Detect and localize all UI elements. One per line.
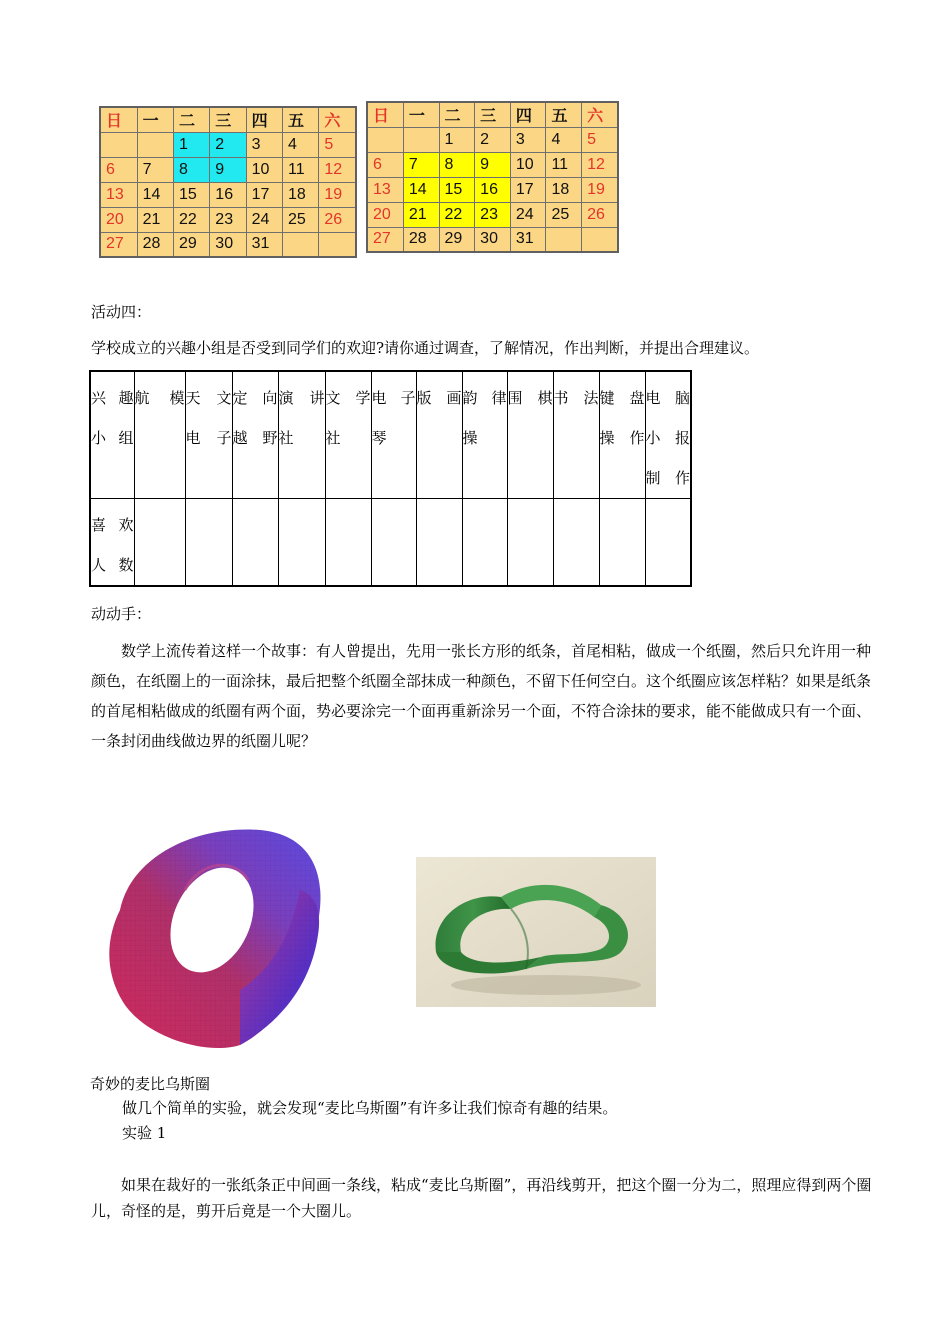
table-row-header (90, 499, 134, 587)
calendar-day-cell: 11 (546, 152, 582, 177)
calendar-week-row (367, 177, 618, 202)
weekday-label: 一 (137, 107, 173, 132)
calendar-day-cell (137, 132, 173, 157)
calendar-day-cell: 13 (100, 182, 137, 207)
activity4-prompt: 学校成立的兴趣小组是否受到同学们的欢迎?请你通过调查，了解情况，作出判断，并提出合理建议。 (91, 339, 760, 357)
calendar-week-row (100, 157, 356, 182)
interest-group-header (134, 371, 185, 499)
calendar-day-cell: 20 (100, 207, 137, 232)
calendar-day-cell: 29 (439, 227, 475, 252)
interest-group-header-line: 电子 (185, 429, 232, 447)
mobius-intro: 做几个简单的实验，就会发现“麦比乌斯圈”有许多让我们惊奇有趣的结果。 (122, 1099, 618, 1117)
interest-group-header-line: 制作 (645, 469, 690, 487)
weekday-label: 日 (100, 107, 137, 132)
calendar-day-cell: 28 (137, 232, 173, 257)
table-row-header-line: 人数 (91, 556, 134, 574)
activity4-heading: 活动四： (91, 303, 152, 321)
interest-group-header-line: 文 学 (325, 389, 371, 407)
calendar-day-cell: 22 (173, 207, 209, 232)
interest-group-header-line: 天 文 (185, 389, 232, 407)
calendar-day-cell: 3 (510, 127, 546, 152)
like-count-cell[interactable] (416, 499, 462, 587)
weekday-label: 六 (319, 107, 356, 132)
calendar-day-cell: 27 (367, 227, 403, 252)
calendar-day-cell: 24 (510, 202, 546, 227)
interest-group-header-line: 琴 (371, 429, 387, 447)
like-count-cell[interactable] (278, 499, 325, 587)
calendar-day-cell: 28 (403, 227, 439, 252)
calendar-week-row (100, 207, 356, 232)
calendar-day-cell: 9 (210, 157, 246, 182)
calendar-week-row (367, 152, 618, 177)
calendar-week-row (100, 182, 356, 207)
calendar-day-cell: 1 (173, 132, 209, 157)
weekday-label: 六 (582, 102, 618, 127)
calendar-day-cell: 22 (439, 202, 475, 227)
interest-group-header-line: 韵 律 (462, 389, 507, 407)
interest-group-header (278, 371, 325, 499)
calendar-day-cell (367, 127, 403, 152)
calendar-day-cell: 17 (246, 182, 282, 207)
like-count-cell[interactable] (134, 499, 185, 587)
interest-group-header (507, 371, 553, 499)
calendar-day-cell: 30 (475, 227, 511, 252)
interest-group-header-line: 操作 (599, 429, 645, 447)
weekday-label: 二 (439, 102, 475, 127)
calendar-day-cell: 19 (582, 177, 618, 202)
calendar-day-cell: 17 (510, 177, 546, 202)
table-row-header-line: 喜 欢 (91, 516, 134, 534)
like-count-cell[interactable] (325, 499, 371, 587)
calendar-day-cell: 18 (546, 177, 582, 202)
interest-group-header-line: 围棋 (507, 389, 553, 407)
like-count-cell[interactable] (371, 499, 416, 587)
interest-group-header (232, 371, 278, 499)
hands-on-paragraph: 数学上流传着这样一个故事：有人曾提出，先用一张长方形的纸条，首尾相粘，做成一个纸圈，然后只允许用一种颜色，在纸圈上的一面涂抹，最后把整个纸圈全部抹成一种颜色，不留下任何空白。这个纸圈应该怎样粘？如果是纸条的首尾相粘做成的纸圈有两个面，势必要涂完一个面再重新涂另一个面，不符合涂抹的要求，能不能做成只有一个面、一条封闭曲线做边界的纸圈儿呢？ (91, 642, 872, 750)
calendar-week-row (100, 232, 356, 257)
calendar-right (366, 101, 619, 253)
calendar-week-row (367, 227, 618, 252)
calendar-day-cell: 20 (367, 202, 403, 227)
like-count-cell[interactable] (553, 499, 599, 587)
calendar-day-cell: 27 (100, 232, 137, 257)
calendar-day-cell: 16 (210, 182, 246, 207)
calendar-day-cell: 4 (546, 127, 582, 152)
calendar-day-cell: 19 (319, 182, 356, 207)
weekday-label: 日 (367, 102, 403, 127)
calendar-week-row (367, 202, 618, 227)
experiment-label: 实验 1 (122, 1124, 167, 1142)
interest-group-header-line: 操 (462, 429, 478, 447)
calendar-week-row (100, 132, 356, 157)
calendar-day-cell (319, 232, 356, 257)
calendar-day-cell: 26 (582, 202, 618, 227)
like-count-cell[interactable] (645, 499, 691, 587)
calendar-day-cell: 7 (137, 157, 173, 182)
calendar-day-cell (582, 227, 618, 252)
calendar-day-cell: 12 (319, 157, 356, 182)
interest-group-header-line: 键 盘 (599, 389, 645, 407)
interest-group-header (599, 371, 645, 499)
interest-group-header-line: 越野 (232, 429, 278, 447)
calendar-day-cell: 1 (439, 127, 475, 152)
interest-group-header-line: 社 (278, 429, 294, 447)
calendar-day-cell: 15 (439, 177, 475, 202)
calendar-day-cell: 2 (475, 127, 511, 152)
interest-group-header (371, 371, 416, 499)
calendar-day-cell: 23 (475, 202, 511, 227)
calendar-day-cell: 15 (173, 182, 209, 207)
calendar-day-cell (403, 127, 439, 152)
calendar-day-cell (546, 227, 582, 252)
calendar-day-cell: 29 (173, 232, 209, 257)
mobius-title: 奇妙的麦比乌斯圈 (90, 1075, 211, 1093)
weekday-label: 二 (173, 107, 209, 132)
interest-group-header-line: 电 子 (371, 389, 416, 407)
weekday-label: 五 (546, 102, 582, 127)
calendar-day-cell: 10 (246, 157, 282, 182)
hands-on-heading: 动动手： (91, 605, 152, 623)
interest-group-header-line: 定 向 (232, 389, 278, 407)
weekday-label: 四 (510, 102, 546, 127)
calendar-day-cell: 5 (582, 127, 618, 152)
table-row-header-line: 兴 趣 (91, 389, 134, 407)
interest-group-header-line: 演 讲 (278, 389, 325, 407)
calendar-day-cell: 14 (137, 182, 173, 207)
interest-group-header-line: 社 (325, 429, 341, 447)
calendar-day-cell: 21 (403, 202, 439, 227)
calendar-day-cell: 8 (439, 152, 475, 177)
like-count-cell[interactable] (185, 499, 232, 587)
like-count-cell[interactable] (462, 499, 507, 587)
calendar-day-cell: 14 (403, 177, 439, 202)
calendar-day-cell: 26 (319, 207, 356, 232)
calendar-day-cell: 30 (210, 232, 246, 257)
calendar-day-cell: 24 (246, 207, 282, 232)
calendar-day-cell: 16 (475, 177, 511, 202)
calendar-day-cell: 21 (137, 207, 173, 232)
table-row-header (90, 371, 134, 499)
calendar-day-cell: 31 (246, 232, 282, 257)
calendar-header-row (100, 107, 356, 132)
calendar-day-cell: 5 (319, 132, 356, 157)
weekday-label: 一 (403, 102, 439, 127)
weekday-label: 四 (246, 107, 282, 132)
interest-group-header-line: 版画 (416, 389, 462, 407)
interest-group-header-line: 小 报 (645, 429, 690, 447)
calendar-day-cell: 8 (173, 157, 209, 182)
calendar-week-row (367, 127, 618, 152)
interest-group-header (553, 371, 599, 499)
calendar-day-cell: 12 (582, 152, 618, 177)
calendar-day-cell: 7 (403, 152, 439, 177)
like-count-cell[interactable] (232, 499, 278, 587)
calendar-day-cell: 3 (246, 132, 282, 157)
calendar-day-cell: 25 (546, 202, 582, 227)
mobius-paper-photo (416, 857, 656, 1007)
interest-group-header (462, 371, 507, 499)
interest-group-header (645, 371, 691, 499)
calendar-day-cell: 2 (210, 132, 246, 157)
interest-group-header-line: 航模 (134, 389, 185, 407)
interest-group-header-line: 书法 (553, 389, 599, 407)
weekday-label: 三 (475, 102, 511, 127)
experiment-text: 如果在裁好的一张纸条正中间画一条线，粘成“麦比乌斯圈”，再沿线剪开，把这个圈一分为二，照理应得到两个圈儿，奇怪的是，剪开后竟是一个大圈儿。 (91, 1176, 872, 1220)
like-count-cell[interactable] (599, 499, 645, 587)
calendar-left (99, 106, 357, 258)
calendar-day-cell: 23 (210, 207, 246, 232)
calendar-header-row (367, 102, 618, 127)
calendar-day-cell: 10 (510, 152, 546, 177)
calendar-day-cell (282, 232, 318, 257)
calendar-day-cell: 4 (282, 132, 318, 157)
calendar-day-cell: 31 (510, 227, 546, 252)
interest-group-header-line: 电 脑 (645, 389, 690, 407)
calendar-day-cell: 6 (100, 157, 137, 182)
interest-group-header (185, 371, 232, 499)
calendar-day-cell (100, 132, 137, 157)
mobius-surface-image (90, 820, 330, 1060)
calendar-day-cell: 6 (367, 152, 403, 177)
calendar-day-cell: 9 (475, 152, 511, 177)
interest-survey-table (89, 370, 692, 587)
calendar-day-cell: 11 (282, 157, 318, 182)
calendar-day-cell: 13 (367, 177, 403, 202)
table-row-header-line: 小组 (91, 429, 134, 447)
weekday-label: 三 (210, 107, 246, 132)
calendar-day-cell: 25 (282, 207, 318, 232)
interest-group-header (325, 371, 371, 499)
interest-group-header (416, 371, 462, 499)
weekday-label: 五 (282, 107, 318, 132)
calendar-day-cell: 18 (282, 182, 318, 207)
like-count-cell[interactable] (507, 499, 553, 587)
